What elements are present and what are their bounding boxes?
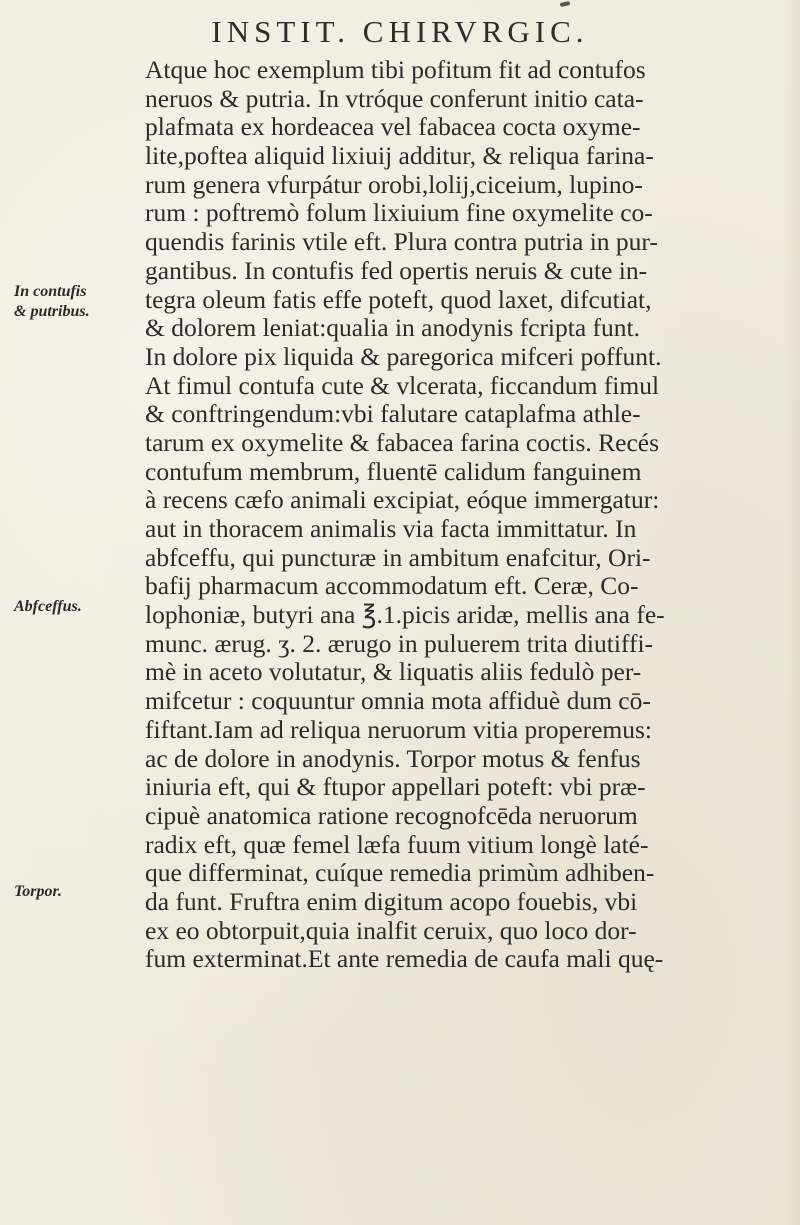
- marginal-note-line: In contufis: [14, 283, 87, 300]
- text-line: ex eo obtorpuit,quia inalfit ceruix, quo loco dor-: [145, 916, 637, 945]
- text-line: aut in thoracem animalis via facta immittatur. In: [145, 515, 637, 543]
- text-line: da funt. Fruftra enim digitum acopo fouebis, vbi: [145, 887, 638, 916]
- text-line: & dolorem leniat:qualia in anodynis fcripta funt.: [145, 314, 640, 343]
- text-line: bafij pharmacum accommodatum eft. Ceræ, Co-: [145, 572, 639, 601]
- marginal-note-torpor: [14, 882, 142, 902]
- marginal-note-line: Abfceffus.: [14, 598, 82, 615]
- text-line: mifcetur : coquuntur omnia mota affiduè dum cō-: [145, 687, 651, 716]
- text-line: gantibus. In contufis fed opertis neruis & cute in-: [145, 256, 648, 285]
- text-line: cipuè anatomica ratione recognofcēda neruorum: [145, 801, 638, 830]
- text-line: tegra oleum fatis effe poteft, quod laxet, difcutiat,: [145, 285, 652, 314]
- text-line: contufum membrum, fluentē calidum fanguinem: [145, 457, 642, 486]
- text-line: fiftant.Iam ad reliqua neruorum vitia properemus:: [145, 715, 652, 744]
- text-line: lophoniæ, butyri ana ℥.1.picis aridæ, mellis ana fe-: [145, 601, 665, 630]
- text-line: rum : poftremò folum lixiuium fine oxymelite co-: [145, 199, 653, 228]
- text-line: In dolore pix liquida & paregorica mifceri poffunt.: [145, 342, 662, 371]
- marginal-note-contusis: [14, 282, 142, 322]
- marginal-note-abscessus: [14, 597, 142, 617]
- text-line: que differminat, cuíque remedia primùm adhiben-: [145, 859, 655, 888]
- text-line: abfceffu, qui puncturæ in ambitum enafcitur, Ori-: [145, 543, 651, 572]
- text-line: tarum ex oxymelite & fabacea farina coctis. Recés: [145, 428, 660, 457]
- text-line: quendis farinis vtile eft. Plura contra putria in pur-: [145, 228, 658, 257]
- text-line: mè in aceto volutatur, & liquatis aliis fedulò per-: [145, 658, 642, 687]
- text-line: fum exterminat.Et ante remedia de caufa mali quę-: [145, 945, 664, 974]
- text-line: rum genera vfurpátur orobi,lolij,ciceium, lupino-: [145, 170, 643, 199]
- marginal-note-line: Torpor.: [14, 883, 62, 900]
- text-line: lite,poftea aliquid lixiuij additur, & reliqua farina-: [145, 142, 654, 171]
- text-line: Atque hoc exemplum tibi pofitum fit ad contufos: [145, 56, 646, 84]
- running-head: INSTIT. CHIRVRGIC.: [211, 14, 589, 49]
- text-line: ac de dolore in anodynis. Torpor motus & fenfus: [145, 744, 641, 773]
- text-line: neruos & putria. In vtróque conferunt initio cata-: [145, 84, 644, 113]
- text-line: iniuria eft, qui & ftupor appellari poteft: vbi præ-: [145, 773, 646, 802]
- ink-speck: [560, 1, 571, 7]
- marginal-note-line: & putribus.: [14, 303, 90, 320]
- text-line: At fimul contufa cute & vlcerata, ficcandum fimul: [145, 371, 660, 400]
- text-line: radix eft, quæ femel læfa fuum vitium longè laté-: [145, 830, 649, 859]
- text-line: à recens cæfo animali excipiat, eóque immergatur:: [145, 486, 660, 515]
- body-text: [145, 56, 800, 974]
- text-line: & conftringendum:vbi falutare cataplafma athle-: [145, 400, 641, 429]
- text-line: plafmata ex hordeacea vel fabacea cocta oxyme-: [145, 113, 641, 142]
- text-line: munc. ærug. ʒ. 2. ærugo in puluerem trita diutiffi-: [145, 629, 654, 658]
